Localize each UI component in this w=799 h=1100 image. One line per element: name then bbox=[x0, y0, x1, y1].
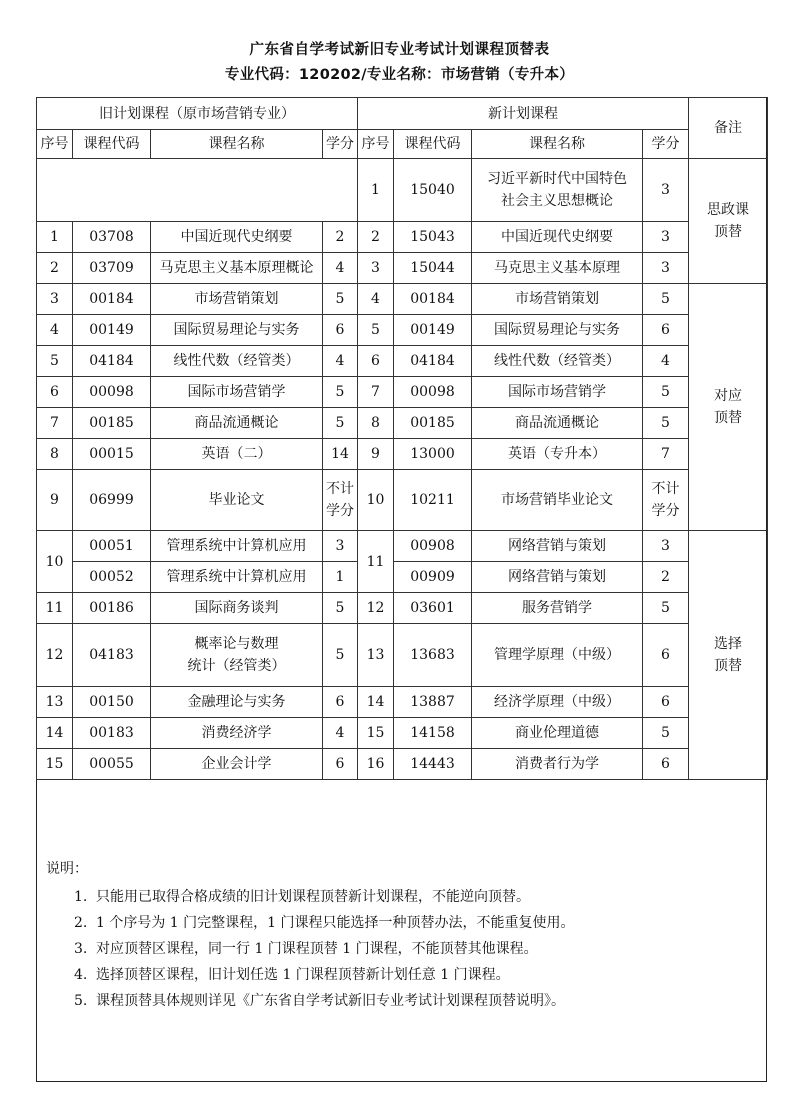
new-seq: 16 bbox=[358, 749, 394, 780]
old-course-code: 00015 bbox=[73, 439, 151, 470]
new-course-credit: 5 bbox=[643, 284, 689, 315]
remarks-header: 备注 bbox=[689, 98, 768, 159]
note-text: 对应顶替区课程，同一行 1 门课程顶替 1 门课程，不能顶替其他课程。 bbox=[96, 941, 538, 957]
new-course-name: 中国近现代史纲要 bbox=[472, 222, 643, 253]
note-number: 1. bbox=[74, 889, 88, 905]
old-course-credit: 3 bbox=[323, 531, 358, 562]
old-course-credit: 5 bbox=[323, 408, 358, 439]
new-course-code: 15044 bbox=[394, 253, 472, 284]
new-course-code: 14443 bbox=[394, 749, 472, 780]
new-course-name: 市场营销毕业论文 bbox=[472, 470, 643, 531]
table-row bbox=[37, 315, 768, 346]
table-row bbox=[37, 377, 768, 408]
old-course-credit: 6 bbox=[323, 749, 358, 780]
old-seq: 2 bbox=[37, 253, 73, 284]
table-row bbox=[37, 562, 768, 593]
new-seq: 5 bbox=[358, 315, 394, 346]
table-row bbox=[37, 687, 768, 718]
new-plan-header: 新计划课程 bbox=[358, 98, 689, 130]
note-item bbox=[74, 962, 575, 988]
old-seq: 1 bbox=[37, 222, 73, 253]
old-course-credit: 5 bbox=[323, 593, 358, 624]
old-course-name: 国际市场营销学 bbox=[151, 377, 323, 408]
old-empty-cell bbox=[37, 159, 358, 222]
table-row bbox=[37, 408, 768, 439]
old-seq: 12 bbox=[37, 624, 73, 687]
table-row bbox=[37, 531, 768, 562]
new-course-credit: 6 bbox=[643, 315, 689, 346]
old-course-name: 国际贸易理论与实务 bbox=[151, 315, 323, 346]
old-course-credit: 不计 学分 bbox=[323, 470, 358, 531]
old-course-code: 00183 bbox=[73, 718, 151, 749]
new-course-name: 网络营销与策划 bbox=[472, 562, 643, 593]
new-seq: 2 bbox=[358, 222, 394, 253]
note-item bbox=[74, 988, 575, 1014]
old-course-credit: 1 bbox=[323, 562, 358, 593]
new-course-name: 网络营销与策划 bbox=[472, 531, 643, 562]
table-row bbox=[37, 222, 768, 253]
new-seq-header: 序号 bbox=[358, 130, 394, 159]
old-course-credit: 4 bbox=[323, 253, 358, 284]
old-course-credit: 4 bbox=[323, 346, 358, 377]
new-course-code: 00908 bbox=[394, 531, 472, 562]
remark-corresponding: 对应 顶替 bbox=[689, 284, 768, 531]
table-row bbox=[37, 253, 768, 284]
old-course-code: 00051 bbox=[73, 531, 151, 562]
new-course-credit: 3 bbox=[643, 253, 689, 284]
new-course-credit: 6 bbox=[643, 687, 689, 718]
table-row bbox=[37, 346, 768, 377]
old-seq: 7 bbox=[37, 408, 73, 439]
table-row bbox=[37, 749, 768, 780]
new-seq: 15 bbox=[358, 718, 394, 749]
note-item bbox=[74, 884, 575, 910]
old-course-code: 04183 bbox=[73, 624, 151, 687]
old-credit-header: 学分 bbox=[323, 130, 358, 159]
note-item bbox=[74, 910, 575, 936]
table-row bbox=[37, 470, 768, 531]
old-seq: 8 bbox=[37, 439, 73, 470]
new-course-code: 15040 bbox=[394, 159, 472, 222]
new-course-name: 习近平新时代中国特色 社会主义思想概论 bbox=[472, 159, 643, 222]
new-course-name: 马克思主义基本原理 bbox=[472, 253, 643, 284]
old-course-name: 商品流通概论 bbox=[151, 408, 323, 439]
new-seq: 7 bbox=[358, 377, 394, 408]
new-course-credit: 5 bbox=[643, 377, 689, 408]
remark-political: 思政课 顶替 bbox=[689, 159, 768, 284]
old-course-credit: 6 bbox=[323, 687, 358, 718]
old-course-code: 00052 bbox=[73, 562, 151, 593]
new-course-credit: 5 bbox=[643, 593, 689, 624]
new-course-name: 经济学原理（中级） bbox=[472, 687, 643, 718]
old-course-credit: 4 bbox=[323, 718, 358, 749]
old-course-code: 00184 bbox=[73, 284, 151, 315]
old-course-name: 消费经济学 bbox=[151, 718, 323, 749]
new-course-code: 00098 bbox=[394, 377, 472, 408]
new-seq: 9 bbox=[358, 439, 394, 470]
new-course-credit: 5 bbox=[643, 718, 689, 749]
new-course-code: 00185 bbox=[394, 408, 472, 439]
table-row bbox=[37, 439, 768, 470]
new-course-name: 商品流通概论 bbox=[472, 408, 643, 439]
new-course-name: 英语（专升本） bbox=[472, 439, 643, 470]
new-course-name: 服务营销学 bbox=[472, 593, 643, 624]
new-course-name: 管理学原理（中级） bbox=[472, 624, 643, 687]
new-code-header: 课程代码 bbox=[394, 130, 472, 159]
old-course-code: 00149 bbox=[73, 315, 151, 346]
new-course-credit: 6 bbox=[643, 624, 689, 687]
old-course-code: 04184 bbox=[73, 346, 151, 377]
new-course-name: 国际市场营销学 bbox=[472, 377, 643, 408]
new-name-header: 课程名称 bbox=[472, 130, 643, 159]
new-seq: 13 bbox=[358, 624, 394, 687]
old-course-code: 00098 bbox=[73, 377, 151, 408]
note-item bbox=[74, 936, 575, 962]
new-course-code: 13000 bbox=[394, 439, 472, 470]
new-seq: 4 bbox=[358, 284, 394, 315]
old-name-header: 课程名称 bbox=[151, 130, 323, 159]
old-seq: 13 bbox=[37, 687, 73, 718]
new-course-code: 15043 bbox=[394, 222, 472, 253]
new-course-code: 00149 bbox=[394, 315, 472, 346]
note-number: 5. bbox=[74, 993, 88, 1009]
old-course-credit: 5 bbox=[323, 284, 358, 315]
new-course-code: 10211 bbox=[394, 470, 472, 531]
course-replacement-table bbox=[36, 97, 768, 780]
old-course-code: 00055 bbox=[73, 749, 151, 780]
old-course-credit: 6 bbox=[323, 315, 358, 346]
old-seq: 9 bbox=[37, 470, 73, 531]
old-course-name: 马克思主义基本原理概论 bbox=[151, 253, 323, 284]
new-course-credit: 2 bbox=[643, 562, 689, 593]
header-row-2 bbox=[37, 130, 768, 159]
old-seq: 15 bbox=[37, 749, 73, 780]
new-course-code: 03601 bbox=[394, 593, 472, 624]
new-course-name: 国际贸易理论与实务 bbox=[472, 315, 643, 346]
old-course-name: 概率论与数理 统计（经管类） bbox=[151, 624, 323, 687]
old-course-credit: 5 bbox=[323, 377, 358, 408]
table-row bbox=[37, 159, 768, 222]
old-seq: 5 bbox=[37, 346, 73, 377]
old-course-code: 06999 bbox=[73, 470, 151, 531]
old-course-name: 毕业论文 bbox=[151, 470, 323, 531]
new-course-credit: 3 bbox=[643, 531, 689, 562]
old-course-code: 03708 bbox=[73, 222, 151, 253]
new-course-credit: 3 bbox=[643, 159, 689, 222]
new-course-code: 00184 bbox=[394, 284, 472, 315]
table-row bbox=[37, 624, 768, 687]
old-course-name: 金融理论与实务 bbox=[151, 687, 323, 718]
new-course-code: 04184 bbox=[394, 346, 472, 377]
old-course-credit: 14 bbox=[323, 439, 358, 470]
new-seq: 10 bbox=[358, 470, 394, 531]
old-course-credit: 5 bbox=[323, 624, 358, 687]
old-course-name: 线性代数（经管类） bbox=[151, 346, 323, 377]
new-seq: 6 bbox=[358, 346, 394, 377]
note-text: 1 个序号为 1 门完整课程，1 门课程只能选择一种顶替办法，不能重复使用。 bbox=[96, 915, 575, 931]
new-seq: 11 bbox=[358, 531, 394, 593]
new-seq: 1 bbox=[358, 159, 394, 222]
new-course-credit: 6 bbox=[643, 749, 689, 780]
new-course-code: 14158 bbox=[394, 718, 472, 749]
old-course-name: 企业会计学 bbox=[151, 749, 323, 780]
new-course-code: 13887 bbox=[394, 687, 472, 718]
table-row bbox=[37, 593, 768, 624]
note-text: 选择顶替区课程，旧计划任选 1 门课程顶替新计划任意 1 门课程。 bbox=[96, 967, 510, 983]
page-title: 广东省自学考试新旧专业考试计划课程顶替表 bbox=[249, 42, 550, 58]
old-course-credit: 2 bbox=[323, 222, 358, 253]
table-row bbox=[37, 718, 768, 749]
old-seq: 3 bbox=[37, 284, 73, 315]
new-course-name: 商业伦理道德 bbox=[472, 718, 643, 749]
new-course-credit: 5 bbox=[643, 408, 689, 439]
old-seq: 6 bbox=[37, 377, 73, 408]
notes-section bbox=[46, 856, 575, 1014]
note-text: 课程顶替具体规则详见《广东省自学考试新旧专业考试计划课程顶替说明》。 bbox=[96, 993, 565, 1009]
new-course-code: 13683 bbox=[394, 624, 472, 687]
header-row-1 bbox=[37, 98, 768, 130]
note-number: 4. bbox=[74, 967, 88, 983]
old-seq: 4 bbox=[37, 315, 73, 346]
new-course-name: 消费者行为学 bbox=[472, 749, 643, 780]
remark-optional: 选择 顶替 bbox=[689, 531, 768, 780]
new-course-credit: 4 bbox=[643, 346, 689, 377]
new-course-name: 线性代数（经管类） bbox=[472, 346, 643, 377]
page-subtitle: 专业代码：120202∕专业名称：市场营销（专升本） bbox=[224, 67, 575, 83]
new-credit-header: 学分 bbox=[643, 130, 689, 159]
old-course-name: 中国近现代史纲要 bbox=[151, 222, 323, 253]
new-seq: 3 bbox=[358, 253, 394, 284]
notes-heading: 说明： bbox=[46, 861, 88, 877]
old-seq: 10 bbox=[37, 531, 73, 593]
new-course-credit: 7 bbox=[643, 439, 689, 470]
old-course-name: 管理系统中计算机应用 bbox=[151, 562, 323, 593]
old-course-code: 00186 bbox=[73, 593, 151, 624]
notes-list bbox=[46, 884, 575, 1014]
new-course-code: 00909 bbox=[394, 562, 472, 593]
old-seq: 11 bbox=[37, 593, 73, 624]
old-course-code: 00185 bbox=[73, 408, 151, 439]
note-text: 只能用已取得合格成绩的旧计划课程顶替新计划课程，不能逆向顶替。 bbox=[96, 889, 530, 905]
old-plan-header: 旧计划课程（原市场营销专业） bbox=[37, 98, 358, 130]
new-seq: 12 bbox=[358, 593, 394, 624]
old-course-name: 市场营销策划 bbox=[151, 284, 323, 315]
old-seq-header: 序号 bbox=[37, 130, 73, 159]
note-number: 2. bbox=[74, 915, 88, 931]
old-code-header: 课程代码 bbox=[73, 130, 151, 159]
new-seq: 8 bbox=[358, 408, 394, 439]
new-course-credit: 3 bbox=[643, 222, 689, 253]
old-course-name: 英语（二） bbox=[151, 439, 323, 470]
table-row bbox=[37, 284, 768, 315]
note-number: 3. bbox=[74, 941, 88, 957]
old-course-name: 管理系统中计算机应用 bbox=[151, 531, 323, 562]
new-course-credit: 不计 学分 bbox=[643, 470, 689, 531]
old-seq: 14 bbox=[37, 718, 73, 749]
old-course-code: 03709 bbox=[73, 253, 151, 284]
old-course-name: 国际商务谈判 bbox=[151, 593, 323, 624]
new-course-name: 市场营销策划 bbox=[472, 284, 643, 315]
old-course-code: 00150 bbox=[73, 687, 151, 718]
new-seq: 14 bbox=[358, 687, 394, 718]
